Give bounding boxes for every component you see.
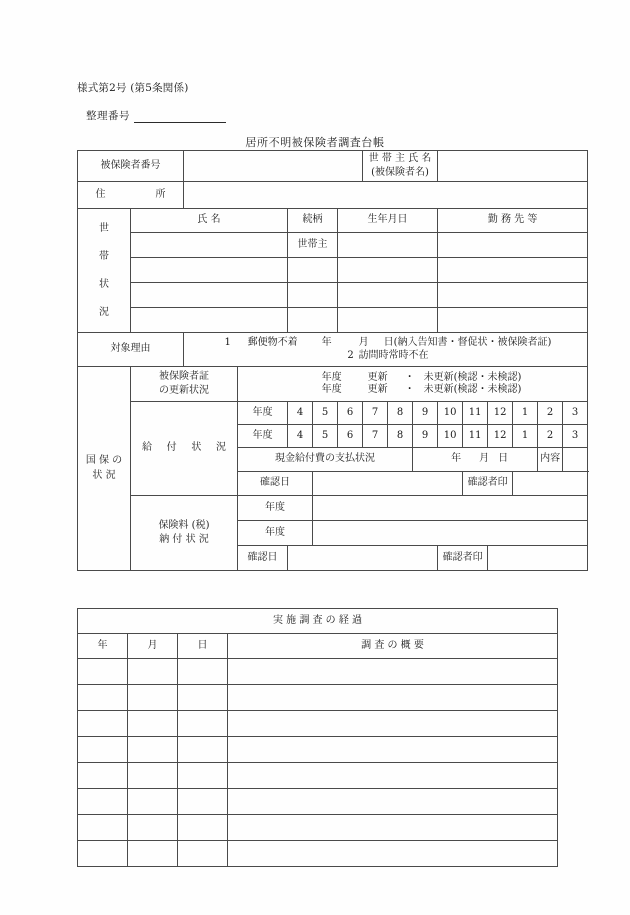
target-reason-value[interactable] (184, 333, 588, 367)
card-renewal-value[interactable] (238, 367, 588, 402)
survey-month-7[interactable] (128, 841, 178, 867)
premium-value-2[interactable] (313, 521, 588, 546)
reason-month-unit-1: 月 (358, 337, 369, 348)
form-code: 様式第2号 (第5条関係) (77, 82, 189, 94)
household-birthdate-3[interactable] (338, 308, 438, 333)
household-relation-1[interactable] (288, 258, 338, 283)
household-name-2[interactable] (131, 283, 288, 308)
benefits-month-1-6[interactable]: 10 (438, 402, 463, 425)
survey-month-4[interactable] (128, 763, 178, 789)
table-row (78, 308, 588, 333)
card-renewal-separator-2: ・ (404, 384, 415, 395)
survey-summary-5[interactable] (228, 789, 558, 815)
household-col-workplace: 勤 務 先 等 (438, 209, 588, 233)
cash-benefit-month-unit: 月 (479, 453, 490, 465)
survey-summary-1[interactable] (228, 685, 558, 711)
householder-name-value[interactable] (438, 151, 588, 182)
survey-col-year: 年 (78, 634, 128, 659)
card-renewal-renewed-2: 更新 (367, 384, 388, 395)
table-row (78, 685, 558, 711)
card-renewal-label-line1: 被保険者証 (159, 370, 209, 382)
benefits-month-2-5[interactable]: 9 (413, 425, 438, 448)
benefits-confirm-date-value[interactable] (313, 472, 463, 496)
household-workplace-1[interactable] (438, 258, 588, 283)
household-section-label (78, 209, 131, 333)
survey-day-5[interactable] (178, 789, 228, 815)
benefits-month-1-4[interactable]: 8 (388, 402, 413, 425)
survey-month-5[interactable] (128, 789, 178, 815)
survey-log-table (77, 608, 558, 867)
insurance-section-label-line2: 状 況 (92, 469, 116, 481)
survey-summary-0[interactable] (228, 659, 558, 685)
premium-label-line1: 保険料 (税) (158, 519, 210, 531)
household-relation-2[interactable] (288, 283, 338, 308)
benefits-fy-label-1: 年度 (238, 402, 288, 425)
page-title: 居所不明被保険者調査台帳 (245, 136, 385, 149)
survey-month-3[interactable] (128, 737, 178, 763)
reference-number-field (86, 108, 226, 123)
householder-name-label-line2: (被保険者名) (371, 167, 429, 178)
table-row (78, 763, 558, 789)
table-row (78, 283, 588, 308)
table-row (78, 789, 558, 815)
benefits-month-2-11[interactable]: 3 (563, 425, 588, 448)
row-address (78, 182, 588, 209)
benefits-month-2-4[interactable]: 8 (388, 425, 413, 448)
household-birthdate-2[interactable] (338, 283, 438, 308)
survey-summary-6[interactable] (228, 815, 558, 841)
household-workplace-3[interactable] (438, 308, 588, 333)
reason-year-unit-1: 年 (321, 337, 332, 348)
reference-number-rule[interactable] (134, 110, 226, 123)
table-row (78, 659, 558, 685)
cash-benefit-label: 現金給付費の支払状況 (238, 448, 413, 472)
benefits-month-2-2[interactable]: 6 (338, 425, 363, 448)
insurance-section-label (78, 367, 131, 571)
reason-item-1 (184, 337, 587, 350)
survey-year-4[interactable] (78, 763, 128, 789)
household-col-relation: 続柄 (288, 209, 338, 233)
card-renewal-renewed-1: 更新 (367, 371, 388, 383)
card-renewal-label (131, 367, 238, 402)
premium-confirm-seal-value[interactable] (488, 546, 588, 571)
survey-year-5[interactable] (78, 789, 128, 815)
household-relation-3[interactable] (288, 308, 338, 333)
reason-number-2: 2 (347, 349, 354, 361)
address-label: 住 所 (78, 182, 184, 209)
insured-number-value[interactable] (184, 151, 363, 182)
survey-log-title: 実 施 調 査 の 経 過 (78, 609, 558, 634)
benefits-month-2-0[interactable]: 4 (288, 425, 313, 448)
survey-day-2[interactable] (178, 711, 228, 737)
card-renewal-separator-1: ・ (404, 371, 415, 383)
survey-year-0[interactable] (78, 659, 128, 685)
reason-day-unit-1: 日 (383, 337, 394, 348)
household-col-birthdate: 生年月日 (338, 209, 438, 233)
row-household-header (78, 209, 588, 233)
survey-summary-4[interactable] (228, 763, 558, 789)
household-workplace-0[interactable] (438, 233, 588, 258)
survey-day-0[interactable] (178, 659, 228, 685)
table-row (78, 258, 588, 283)
benefits-confirm-seal-label: 確認者印 (463, 472, 513, 496)
benefits-month-1-3[interactable]: 7 (363, 402, 388, 425)
row-premium-1 (78, 496, 588, 521)
benefits-month-1-7[interactable]: 11 (463, 402, 488, 425)
household-birthdate-1[interactable] (338, 258, 438, 283)
household-name-3[interactable] (131, 308, 288, 333)
table-row (78, 233, 588, 258)
survey-month-1[interactable] (128, 685, 178, 711)
benefits-month-1-2[interactable]: 6 (338, 402, 363, 425)
cash-benefit-date[interactable] (413, 448, 538, 472)
household-label-char-0: 世 (99, 223, 109, 235)
household-name-1[interactable] (131, 258, 288, 283)
household-name-0[interactable] (131, 233, 288, 258)
survey-summary-3[interactable] (228, 737, 558, 763)
benefits-confirm-seal-value[interactable] (513, 472, 588, 496)
row-insured-number (78, 151, 588, 182)
survey-col-day: 日 (178, 634, 228, 659)
reference-number-label: 整理番号 (86, 110, 130, 122)
row-card-renewal (78, 367, 588, 402)
table-row (78, 737, 558, 763)
household-label-char-2: 状 (99, 278, 109, 290)
household-col-name: 氏 名 (131, 209, 288, 233)
row-target-reason (78, 333, 588, 367)
reason-text-2: 訪問時常時不在 (358, 349, 429, 361)
survey-year-7[interactable] (78, 841, 128, 867)
reason-item-2 (184, 350, 587, 363)
card-renewal-fy-1: 年度 (321, 371, 342, 383)
card-renewal-row-1 (238, 372, 587, 385)
target-reason-label: 対象理由 (78, 333, 184, 367)
benefits-month-2-7[interactable]: 11 (463, 425, 488, 448)
survey-col-summary: 調 査 の 概 要 (228, 634, 558, 659)
premium-value-1[interactable] (313, 496, 588, 521)
benefits-month-1-1[interactable]: 5 (313, 402, 338, 425)
survey-year-2[interactable] (78, 711, 128, 737)
card-renewal-row-2 (238, 384, 587, 397)
cash-benefit-content-label: 内容 (538, 448, 563, 472)
survey-year-3[interactable] (78, 737, 128, 763)
survey-day-3[interactable] (178, 737, 228, 763)
benefits-month-1-5[interactable]: 9 (413, 402, 438, 425)
benefits-confirm-date-label: 確認日 (238, 472, 313, 496)
survey-month-6[interactable] (128, 815, 178, 841)
survey-month-2[interactable] (128, 711, 178, 737)
card-renewal-notrenewed-2: 未更新(検認・未検認) (423, 384, 522, 395)
premium-confirm-date-value[interactable] (288, 546, 438, 571)
table-row (78, 711, 558, 737)
survey-year-1[interactable] (78, 685, 128, 711)
reason-text-1: 郵便物不着 (247, 337, 298, 348)
household-relation-0[interactable]: 世帯主 (288, 233, 338, 258)
premium-label (131, 496, 238, 571)
row-survey-log-header (78, 634, 558, 659)
benefits-month-2-8[interactable]: 12 (488, 425, 513, 448)
household-workplace-2[interactable] (438, 283, 588, 308)
table-row (78, 815, 558, 841)
table-row (78, 841, 558, 867)
card-renewal-notrenewed-1: 未更新(検認・未検認) (423, 371, 522, 383)
survey-col-month: 月 (128, 634, 178, 659)
householder-name-label (363, 151, 438, 182)
reason-number-1: 1 (224, 337, 231, 348)
benefits-month-2-10[interactable]: 2 (538, 425, 563, 448)
household-label-char-1: 帯 (99, 251, 109, 263)
survey-day-1[interactable] (178, 685, 228, 711)
main-form-table (77, 150, 588, 571)
benefits-month-1-9[interactable]: 1 (513, 402, 538, 425)
benefits-month-1-8[interactable]: 12 (488, 402, 513, 425)
householder-name-label-line1: 世 帯 主 氏 名 (368, 152, 432, 164)
benefits-month-1-10[interactable]: 2 (538, 402, 563, 425)
card-renewal-fy-2: 年度 (321, 384, 342, 395)
survey-summary-2[interactable] (228, 711, 558, 737)
premium-fy-label-2: 年度 (238, 521, 313, 546)
premium-confirm-seal-label: 確認者印 (438, 546, 488, 571)
survey-day-6[interactable] (178, 815, 228, 841)
premium-confirm-date-label: 確認日 (238, 546, 288, 571)
row-benefits-months-1 (78, 402, 588, 425)
insurance-section-label-line1: 国 保 の (85, 455, 123, 466)
cash-benefit-day-unit: 日 (498, 453, 509, 465)
insured-number-label: 被保険者番号 (78, 151, 184, 182)
household-birthdate-0[interactable] (338, 233, 438, 258)
card-renewal-label-line2: の更新状況 (159, 385, 209, 396)
benefits-fy-label-2: 年度 (238, 425, 288, 448)
reason-note-1: (納入告知書・督促状・被保険者証) (393, 337, 552, 348)
benefits-label: 給 付 状 況 (131, 402, 238, 496)
survey-day-7[interactable] (178, 841, 228, 867)
household-label-char-3: 況 (99, 306, 109, 318)
premium-label-line2: 納 付 状 況 (159, 534, 209, 545)
benefits-month-2-9[interactable]: 1 (513, 425, 538, 448)
benefits-month-2-6[interactable]: 10 (438, 425, 463, 448)
benefits-month-2-3[interactable]: 7 (363, 425, 388, 448)
row-survey-log-title (78, 609, 558, 634)
address-value[interactable] (184, 182, 588, 209)
benefits-month-2-1[interactable]: 5 (313, 425, 338, 448)
premium-fy-label-1: 年度 (238, 496, 313, 521)
survey-month-0[interactable] (128, 659, 178, 685)
cash-benefit-year-unit: 年 (451, 453, 462, 465)
benefits-month-1-11[interactable]: 3 (563, 402, 588, 425)
benefits-month-1-0[interactable]: 4 (288, 402, 313, 425)
cash-benefit-content-value[interactable] (563, 448, 588, 472)
survey-summary-7[interactable] (228, 841, 558, 867)
survey-day-4[interactable] (178, 763, 228, 789)
survey-year-6[interactable] (78, 815, 128, 841)
